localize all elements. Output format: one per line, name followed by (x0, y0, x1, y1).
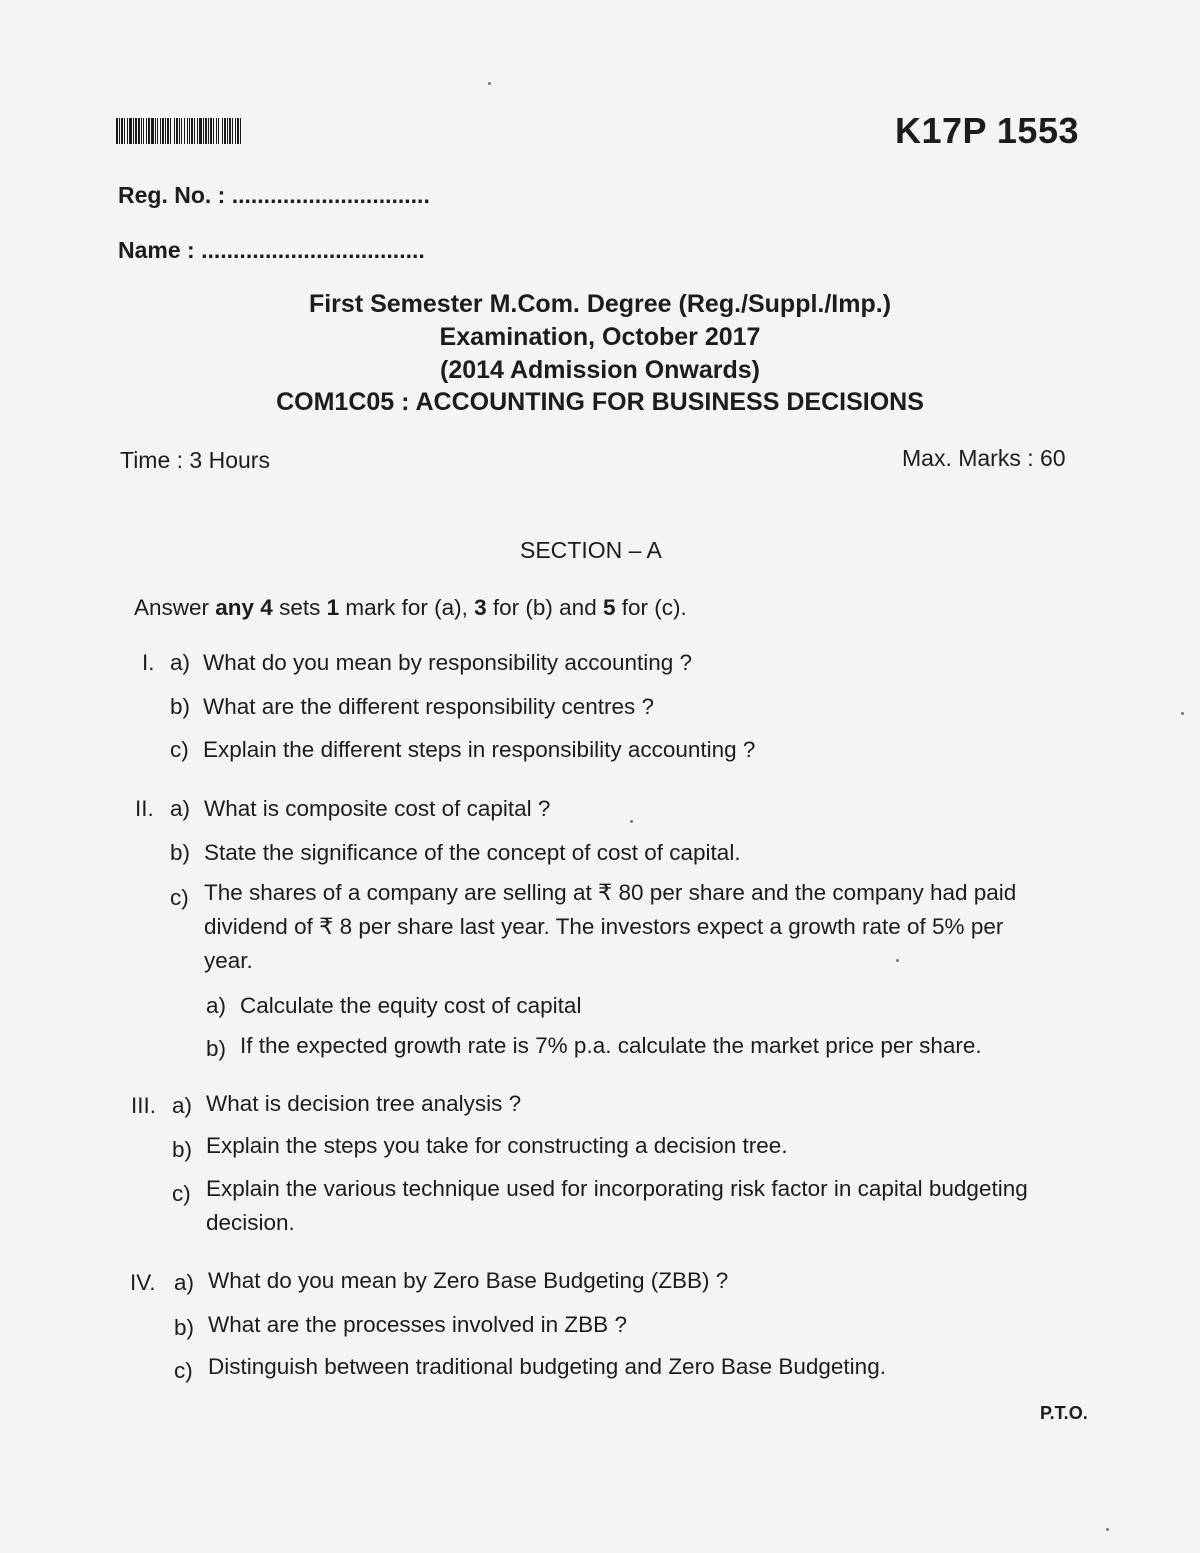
question-3a-label: a) (172, 1093, 193, 1118)
scan-speck (896, 959, 899, 962)
question-1b-text: What are the different responsibility centres ? (203, 694, 655, 719)
question-3b-text: Explain the steps you take for constructing a decision tree. (206, 1133, 788, 1158)
instruction-part-bold: any 4 (215, 595, 273, 620)
barcode (116, 118, 242, 144)
question-4a-text: What do you mean by Zero Base Budgeting (ZBB) ? (208, 1268, 729, 1293)
question-1a-label: a) (170, 650, 191, 675)
question-1a-text: What do you mean by responsibility accounting ? (203, 650, 693, 675)
exam-title-line-3: (2014 Admission Onwards) (440, 356, 760, 384)
question-2b-label: b) (170, 840, 191, 865)
question-4-number: IV. (130, 1270, 156, 1295)
question-2-number: II. (135, 796, 154, 821)
question-2c-label: c) (170, 885, 189, 910)
max-marks: Max. Marks : 60 (902, 445, 1066, 471)
name-label: Name : (118, 237, 195, 263)
question-2a-text: What is composite cost of capital ? (204, 796, 551, 821)
question-1c-label: c) (170, 737, 189, 762)
question-4c-label: c) (174, 1358, 193, 1383)
question-4b-text: What are the processes involved in ZBB ? (208, 1312, 627, 1337)
question-3c-label: c) (172, 1181, 191, 1206)
reg-no-dots: ............................... (231, 182, 430, 208)
question-2c-text: The shares of a company are selling at ₹ 80 per share and the company had paid dividend of ₹ 8 per share last year. The investors expect a growth rate of 5% per year. (204, 880, 1017, 973)
section-instruction (134, 591, 687, 625)
name-field (118, 237, 425, 264)
question-3-number: III. (131, 1093, 157, 1118)
question-3b-label: b) (172, 1137, 193, 1162)
question-3a-text: What is decision tree analysis ? (206, 1091, 522, 1116)
question-4b-label: b) (174, 1315, 195, 1340)
reg-no-field (118, 182, 430, 209)
name-dots: ................................... (201, 237, 425, 263)
course-title: COM1C05 : ACCOUNTING FOR BUSINESS DECISIONS (276, 388, 924, 416)
please-turn-over: P.T.O. (1040, 1403, 1088, 1423)
question-4a-label: a) (174, 1270, 195, 1295)
exam-title-line-2: Examination, October 2017 (439, 323, 761, 351)
question-2b-text: State the significance of the concept of cost of capital. (204, 840, 741, 865)
instruction-part: for (b) and (486, 595, 603, 620)
question-2c-sub-a-label: a) (206, 993, 227, 1018)
scan-speck (488, 82, 491, 85)
barcode-bar (241, 118, 242, 144)
instruction-part-bold: 3 (474, 595, 487, 620)
exam-title-line-1: First Semester M.Com. Degree (Reg./Suppl./Imp.) (308, 290, 892, 318)
question-3c-text: Explain the various technique used for incorporating risk factor in capital budgeting decision. (206, 1176, 1028, 1235)
instruction-part: mark for (a), (339, 595, 475, 620)
section-title: SECTION – A (520, 537, 662, 563)
question-2c-sub-a-text: Calculate the equity cost of capital (240, 993, 582, 1018)
question-4c-text: Distinguish between traditional budgeting and Zero Base Budgeting. (208, 1354, 886, 1379)
question-1b-label: b) (170, 694, 191, 719)
question-2c-sub-b-label: b) (206, 1036, 227, 1061)
instruction-part: for (c). (615, 595, 687, 620)
question-2a-label: a) (170, 796, 191, 821)
scan-speck (1181, 712, 1184, 715)
instruction-part: Answer (134, 595, 216, 620)
instruction-part-bold: 5 (602, 595, 616, 620)
reg-no-label: Reg. No. : (118, 182, 226, 208)
instruction-part-bold: 1 (326, 595, 340, 620)
scan-speck (630, 820, 633, 823)
question-2c-sub-b-text: If the expected growth rate is 7% p.a. calculate the market price per share. (240, 1033, 982, 1058)
question-1c-text: Explain the different steps in responsibility accounting ? (203, 737, 756, 762)
time-allowed: Time : 3 Hours (120, 447, 270, 473)
paper-code: K17P 1553 (895, 110, 1079, 151)
question-1-number: I. (142, 650, 155, 675)
instruction-part: sets (272, 595, 327, 620)
scan-speck (1106, 1528, 1109, 1531)
